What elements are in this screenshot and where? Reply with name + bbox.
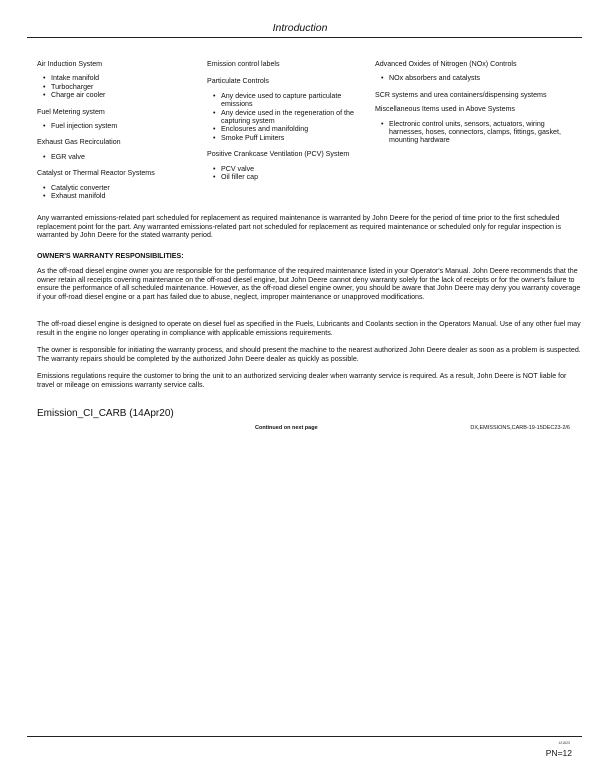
list-item: • Any device used in the regeneration of the capturing system xyxy=(221,109,372,126)
column-3 xyxy=(375,60,580,153)
list-item: • Any device used to capture particulate emissions xyxy=(221,92,372,109)
bullet-list xyxy=(37,184,197,201)
list-item: • Exhaust manifold xyxy=(51,192,197,200)
scr-text: SCR systems and urea containers/dispensing systems xyxy=(375,90,547,99)
bullet-list xyxy=(37,153,197,161)
list-item: • Catalytic converter xyxy=(51,184,197,192)
group-heading: Advanced Oxides of Nitrogen (NOx) Controls xyxy=(375,60,517,68)
group-heading: Emission control labels xyxy=(207,60,280,68)
document-code: DX,EMISSIONS,CARB-19-15DEC23-2/6 xyxy=(470,425,570,431)
page-header-title: Introduction xyxy=(272,22,328,34)
process-paragraph: The owner is responsible for initiating the warranty process, and should present the machine to the nearest authorized John Deere dealer as soon as a problem is suspected. The warranty repairs should be completed by the authorized John Deere dealer as quickly as possible. xyxy=(37,346,581,363)
list-item: • Turbocharger xyxy=(51,83,197,91)
list-item: • Intake manifold xyxy=(51,74,197,82)
document-tag: Emission_CI_CARB (14Apr20) xyxy=(37,408,174,419)
bullet-list xyxy=(207,92,372,142)
fuel-paragraph: The off-road diesel engine is designed to operate on diesel fuel as specified in the Fuels, Lubricants and Coolants section in the Operators Manual. Use of any other fuel may result in the engine no longer operating in compliance with applicable emissions requirements. xyxy=(37,320,581,337)
group-heading: Positive Crankcase Ventilation (PCV) System xyxy=(207,150,350,159)
warranty-paragraph: Any warranted emissions-related part scheduled for replacement as required maintenance is warranted by John Deere for the period of time prior to the first scheduled replacement point for the part. Any warranted emissions-related part not scheduled for replacement as required maintenance or scheduled only for regular inspection is warranted by John Deere for the stated warranty period. xyxy=(37,214,562,239)
list-item: • EGR valve xyxy=(51,153,197,161)
group-heading: Miscellaneous Items used in Above Systems xyxy=(375,105,515,114)
list-item: • Enclosures and manifolding xyxy=(221,125,372,133)
footer-small-code: 121623 xyxy=(558,741,570,745)
group-heading: Exhaust Gas Recirculation xyxy=(37,138,121,147)
page-number: PN=12 xyxy=(545,748,572,758)
list-item: • Charge air cooler xyxy=(51,91,197,99)
group-heading: Catalyst or Thermal Reactor Systems xyxy=(37,169,155,178)
bullet-list xyxy=(37,122,197,130)
header-divider xyxy=(27,37,582,38)
list-item: • Smoke Puff Limiters xyxy=(221,134,372,142)
group-heading: Particulate Controls xyxy=(207,77,269,86)
list-item: • Electronic control units, sensors, actuators, wiring harnesses, hoses, connectors, clamps, fittings, gasket, mounting hardware xyxy=(389,120,580,145)
list-item: • Fuel injection system xyxy=(51,122,197,130)
column-1 xyxy=(37,60,197,208)
bullet-list xyxy=(375,74,580,82)
list-item: • PCV valve xyxy=(221,165,372,173)
bullet-list xyxy=(37,74,197,99)
group-heading: Fuel Metering system xyxy=(37,107,105,116)
owner-paragraph: As the off-road diesel engine owner you are responsible for the performance of the required maintenance listed in your Operator's Manual. John Deere recommends that the owner retain all receipts covering maintenance on the off-road diesel engine, but John Deere cannot deny warranty solely for the lack of receipts or for the owner's failure to ensure the performance of all scheduled maintenance. However, as the off-road diesel engine owner, you should be aware that John Deere may deny you warranty coverage if your off-road diesel engine or a part has failed due to abuse, neglect, improper maintenance or unapproved modifications. xyxy=(37,267,581,301)
bullet-list xyxy=(207,165,372,182)
list-item: • Oil filler cap xyxy=(221,173,372,181)
bullet-list xyxy=(375,120,580,145)
service-paragraph: Emissions regulations require the customer to bring the unit to an authorized servicing dealer when warranty service is required. As a result, John Deere is NOT liable for travel or mileage on emissions warranty service calls. xyxy=(37,372,567,389)
continued-note: Continued on next page xyxy=(255,425,318,431)
footer-divider xyxy=(27,736,582,737)
column-2 xyxy=(207,60,372,189)
list-item: • NOx absorbers and catalysts xyxy=(389,74,580,82)
section-heading: OWNER'S WARRANTY RESPONSIBILITIES: xyxy=(37,252,184,260)
group-heading: Air Induction System xyxy=(37,60,103,68)
